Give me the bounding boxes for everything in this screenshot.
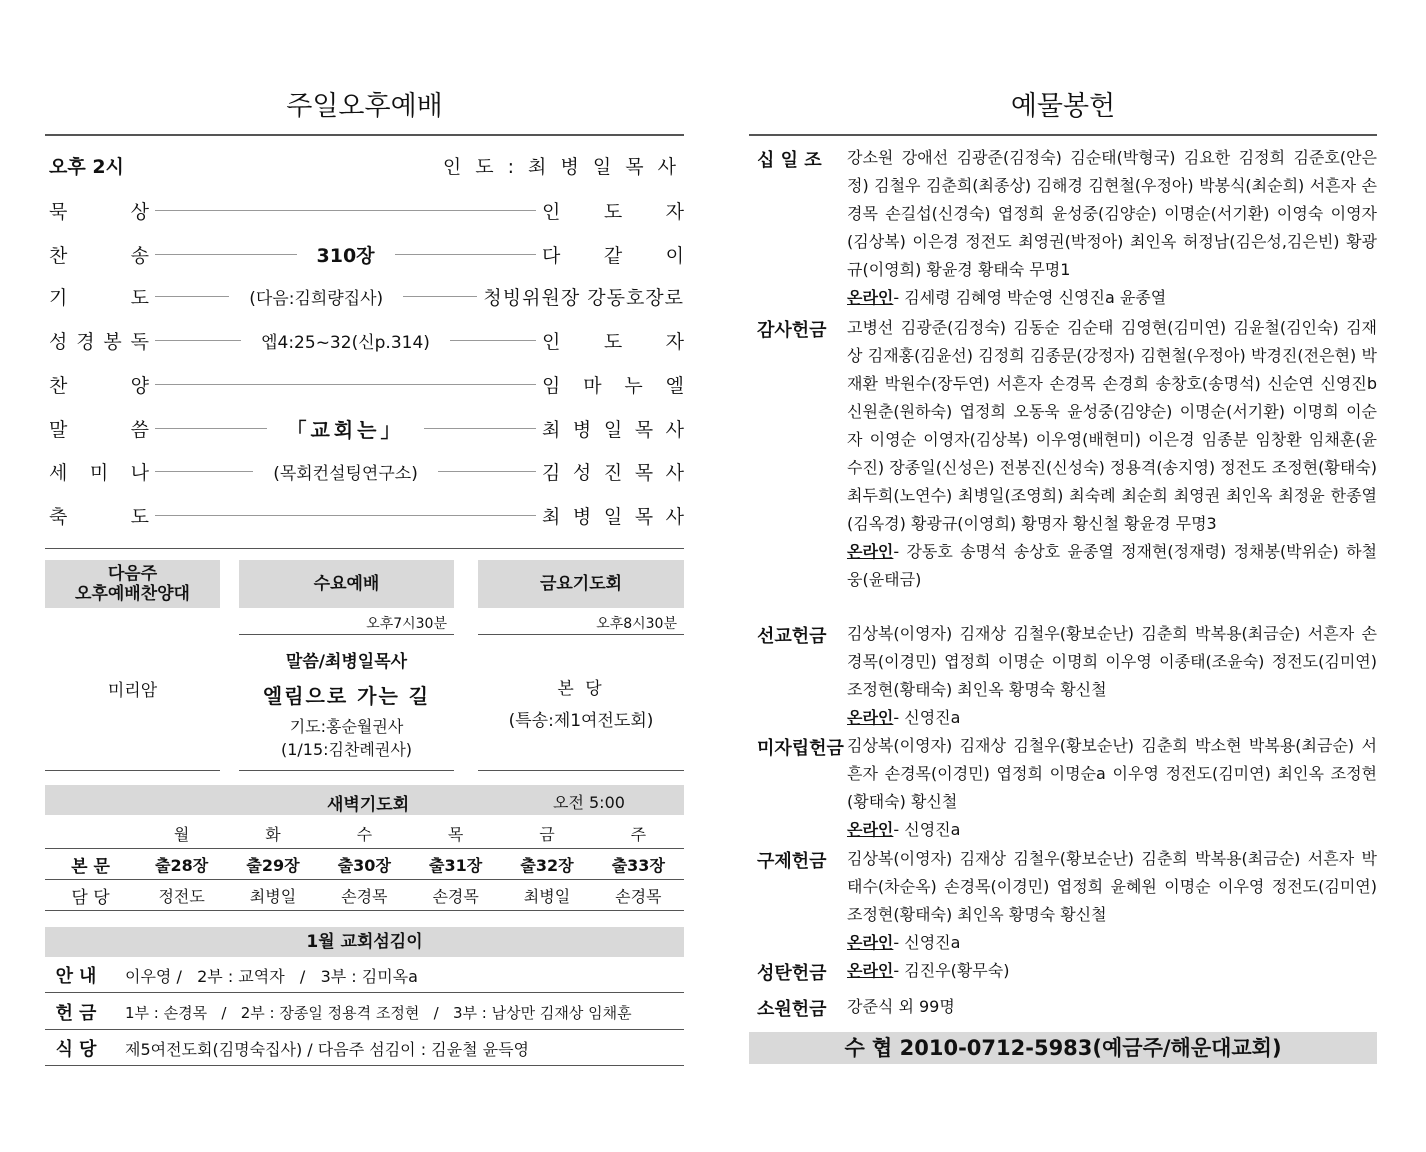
divider <box>478 634 684 635</box>
order-label: 성 경 봉 독 <box>49 330 149 353</box>
text-cell: 출32장 <box>520 855 574 875</box>
offering-row <box>749 314 1377 594</box>
friday-place: 본 당 <box>557 679 605 699</box>
worship-time: 오후 2시 <box>49 156 124 178</box>
serving-row-usher <box>45 958 684 993</box>
serving-value: 이우영 / 2부 : 교역자 / 3부 : 김미옥a <box>125 966 418 986</box>
day-cell: 목 <box>447 824 464 844</box>
donor-list: 김상복(이영자) 김재상 김철우(황보순난) 김춘희 박복용(최금순) 서흔자 박태수(차순옥) 손경목(이경민) 엽정희 윤혜원 이명순 이우영 정전도(김미연) 조정현(황태숙) 최인옥 황명숙 황신철 <box>847 849 1377 924</box>
donor-list: 강준식 외 99명 <box>847 997 955 1016</box>
divider <box>45 548 684 549</box>
order-responsible: 임 마 누 엘 <box>542 374 684 397</box>
wednesday-sermon: 엘림으로 가는 길 <box>262 684 431 708</box>
serving-label: 안내 <box>55 966 103 987</box>
donor-list: 김상복(이영자) 김재상 김철우(황보순난) 김춘희 박복용(최금순) 서흔자 손경목(이경민) 엽정희 이명순 이명희 이우영 이종태(조윤숙) 정전도(김미연) 조정현(황태숙) 최인옥 황명숙 황신철 <box>847 624 1377 699</box>
offering-names <box>847 144 1377 312</box>
worship-order-row <box>45 413 684 443</box>
dawn-prayer-time: 오전 5:00 <box>553 793 625 812</box>
choir-name: 미리암 <box>107 681 158 701</box>
order-detail: (다음:김희량집사) <box>249 288 384 309</box>
time-row <box>49 152 680 179</box>
offering-label: 소원헌금 <box>757 999 827 1020</box>
text-cell: 출31장 <box>429 855 483 875</box>
online-names: - 김세령 김혜영 박순영 신영진a 윤종열 <box>893 288 1167 307</box>
order-label: 세 미 나 <box>49 461 149 484</box>
order-detail: (목회컨설팅연구소) <box>273 463 418 484</box>
text-cell: 출30장 <box>337 855 391 875</box>
offering-row <box>749 957 1377 985</box>
divider <box>45 134 684 136</box>
order-label: 찬 양 <box>49 374 149 397</box>
table-row <box>45 849 684 880</box>
online-names: - 신영진a <box>893 708 961 727</box>
leader-line <box>395 254 537 255</box>
serving-row-offering <box>45 995 684 1030</box>
table-row <box>45 880 684 911</box>
order-detail: 엡4:25~32(신p.314) <box>261 332 430 353</box>
choir-box-title: 다음주 오후예배찬양대 <box>45 560 220 608</box>
worship-order-row <box>45 281 684 311</box>
leader-line <box>155 296 229 297</box>
offering-row <box>749 845 1377 957</box>
offering-label: 성탄헌금 <box>757 963 827 984</box>
lead-cell: 최병일 <box>249 886 297 906</box>
order-responsible: 다 같 이 <box>542 244 684 267</box>
day-cell: 월 <box>173 824 190 844</box>
online-donors <box>847 704 1377 732</box>
friday-time: 오후8시30분 <box>596 616 677 632</box>
offering-row <box>749 732 1377 844</box>
order-responsible: 김 성 진 목 사 <box>542 461 684 484</box>
order-label: 말 씀 <box>49 418 149 441</box>
online-label: 온라인 <box>847 933 894 952</box>
online-names: - 강동호 송명석 송상호 윤종열 정재현(정재령) 정채봉(박위순) 하철웅(윤태금) <box>847 542 1377 589</box>
order-responsible: 최 병 일 목 사 <box>542 418 684 441</box>
order-label: 묵 상 <box>49 200 149 223</box>
offering-names <box>847 314 1377 594</box>
online-donors <box>847 816 1377 844</box>
online-donors <box>847 538 1377 594</box>
wednesday-time: 오후7시30분 <box>366 616 447 632</box>
online-label: 온라인 <box>847 288 894 307</box>
leader-line <box>155 340 241 341</box>
day-cell: 주 <box>630 824 647 844</box>
donor-list: 고병선 김광준(김정숙) 김동순 김순태 김영현(김미연) 김윤철(김인숙) 김재상 김재홍(김윤선) 김정희 김종문(강정자) 김현철(우정아) 박경진(전은현) 박재환 박원수(장두연) 서흔자 손경목 손경희 송창호(송명석) 신순연 신영진b 신원춘(원하숙) 엽정희 오동욱 윤성중(김양순) 이명순(서기환) 이명희 이순자 이영순 이영자(김상복) 이우영(배현미) 이은경 임종분 임창환 임채훈(윤수진) 장종일(신성은) 전봉진(신성숙) 정용격(송지영) 정전도 조정현(황태숙) 최두희(노연수) 최병일(조영희) 최숙례 최순희 최영권 최인옥 최정윤 한종열(김옥경) 황광규(이영희) 황명자 황신철 황윤경 무명3 <box>847 318 1377 533</box>
dawn-prayer-table <box>45 818 684 911</box>
offering-label: 미자립헌금 <box>757 738 844 759</box>
online-label: 온라인 <box>847 708 894 727</box>
online-donors <box>847 929 1377 957</box>
online-names: - 신영진a <box>893 933 961 952</box>
lead-cell: 정전도 <box>158 886 205 906</box>
leader-line <box>424 428 536 429</box>
serving-label: 식당 <box>55 1039 103 1060</box>
order-detail: 「교회는」 <box>286 417 405 442</box>
table-row <box>45 818 684 849</box>
wednesday-prayer-next: (1/15:김찬례권사) <box>280 740 413 759</box>
worship-order-row <box>45 325 684 355</box>
divider <box>239 634 454 635</box>
offering-row <box>749 993 1377 1021</box>
day-cell: 화 <box>265 824 281 844</box>
leader-line <box>155 428 267 429</box>
offering-label: 감사헌금 <box>757 320 827 341</box>
online-label: 온라인 <box>847 820 894 839</box>
order-responsible: 청빙위원장 강동호장로 <box>483 286 685 309</box>
donor-list: 강소원 강애선 김광준(김정숙) 김순태(박형국) 김요한 김정희 김준호(안은정) 김철우 김춘희(최종상) 김해경 김현철(우정아) 박봉식(최순희) 서흔자 손경목 손길섭(신경숙) 엽정희 윤성중(김양순) 이명순(서기환) 이영숙 이영자(김상복) 이은경 정전도 최영권(박정아) 최인옥 허정남(김은성,김은빈) 황광규(이영희) 황윤경 황태숙 무명1 <box>847 148 1377 279</box>
day-cell: 금 <box>539 824 555 844</box>
leader-line <box>450 340 536 341</box>
serving-label: 헌금 <box>55 1003 103 1024</box>
lead-cell: 손경목 <box>341 886 388 906</box>
offering-names <box>847 993 1377 1021</box>
wednesday-preacher: 말씀/최병일목사 <box>285 652 408 672</box>
online-names: - 신영진a <box>893 820 961 839</box>
donor-list: 김상복(이영자) 김재상 김철우(황보순난) 김춘희 박소현 박복용(최금순) 서흔자 손경목(이경민) 엽정희 이명순a 이우영 정전도(김미연) 최인옥 조정현(황태숙) 황신철 <box>847 736 1377 811</box>
friday-lead: (특송:제1여전도회) <box>508 711 654 731</box>
lead-cell: 최병일 <box>523 886 571 906</box>
offering-label: 구제헌금 <box>757 851 827 872</box>
offering-names <box>847 845 1377 957</box>
order-responsible: 인 도 자 <box>542 200 684 223</box>
order-responsible: 최 병 일 목 사 <box>542 505 684 528</box>
serving-row-kitchen <box>45 1031 684 1066</box>
row-label: 담 당 <box>71 887 110 908</box>
text-cell: 출28장 <box>155 855 209 875</box>
friday-box-title: 금요기도회 <box>478 560 684 608</box>
leader-line <box>155 515 536 516</box>
order-label: 축 도 <box>49 505 149 528</box>
leader-line <box>155 210 536 211</box>
text-cell: 출33장 <box>611 855 665 875</box>
order-responsible: 인 도 자 <box>542 330 684 353</box>
offering-label: 선교헌금 <box>757 626 827 647</box>
order-label: 기 도 <box>49 286 149 309</box>
divider <box>749 134 1377 136</box>
wednesday-prayer: 기도:홍순월권사 <box>289 717 404 736</box>
day-cell: 수 <box>356 824 373 844</box>
leader-line <box>155 471 253 472</box>
online-label: 온라인 <box>847 961 894 980</box>
leader-line <box>438 471 536 472</box>
serving-value: 제5여전도회(김명숙집사) / 다음주 섬김이 : 김윤철 윤득영 <box>125 1039 529 1059</box>
offering-title: 예물봉헌 <box>1010 91 1116 122</box>
offering-row <box>749 144 1377 312</box>
divider <box>45 770 220 771</box>
offering-label: 십 일 조 <box>757 150 822 171</box>
worship-order-row <box>45 500 684 530</box>
divider <box>239 770 454 771</box>
bank-account: 수 협 2010-0712-5983(예금주/해운대교회) <box>749 1032 1377 1064</box>
offering-names <box>847 620 1377 732</box>
serving-header: 1월 교회섬김이 <box>45 927 684 957</box>
offering-names <box>847 732 1377 844</box>
worship-order-row <box>45 239 684 269</box>
online-donors <box>847 957 1377 985</box>
worship-title: 주일오후예배 <box>286 91 443 122</box>
worship-order-row <box>45 369 684 399</box>
online-donors <box>847 284 1377 312</box>
online-label: 온라인 <box>847 542 894 561</box>
lead-cell: 손경목 <box>615 886 662 906</box>
leader-line <box>403 296 477 297</box>
worship-leader: 인 도 : 최 병 일 목 사 <box>442 156 680 178</box>
lead-cell: 손경목 <box>432 886 479 906</box>
order-label: 찬 송 <box>49 244 149 267</box>
worship-order-row <box>45 456 684 486</box>
dawn-prayer-header <box>45 785 684 815</box>
dawn-prayer-title: 새벽기도회 <box>327 795 410 815</box>
divider <box>478 770 684 771</box>
text-cell: 출29장 <box>246 855 300 875</box>
leader-line <box>155 384 536 385</box>
row-label: 본 문 <box>71 856 110 877</box>
wednesday-box-title: 수요예배 <box>239 560 454 608</box>
offering-row <box>749 620 1377 732</box>
leader-line <box>155 254 297 255</box>
worship-order-row <box>45 195 684 225</box>
offering-names <box>847 957 1377 985</box>
online-names: - 김진우(황무숙) <box>893 961 1010 980</box>
order-detail: 310장 <box>316 244 375 267</box>
serving-value: 1부 : 손경목 / 2부 : 장종일 정용격 조정현 / 3부 : 남상만 김재상 임채훈 <box>125 1003 632 1022</box>
